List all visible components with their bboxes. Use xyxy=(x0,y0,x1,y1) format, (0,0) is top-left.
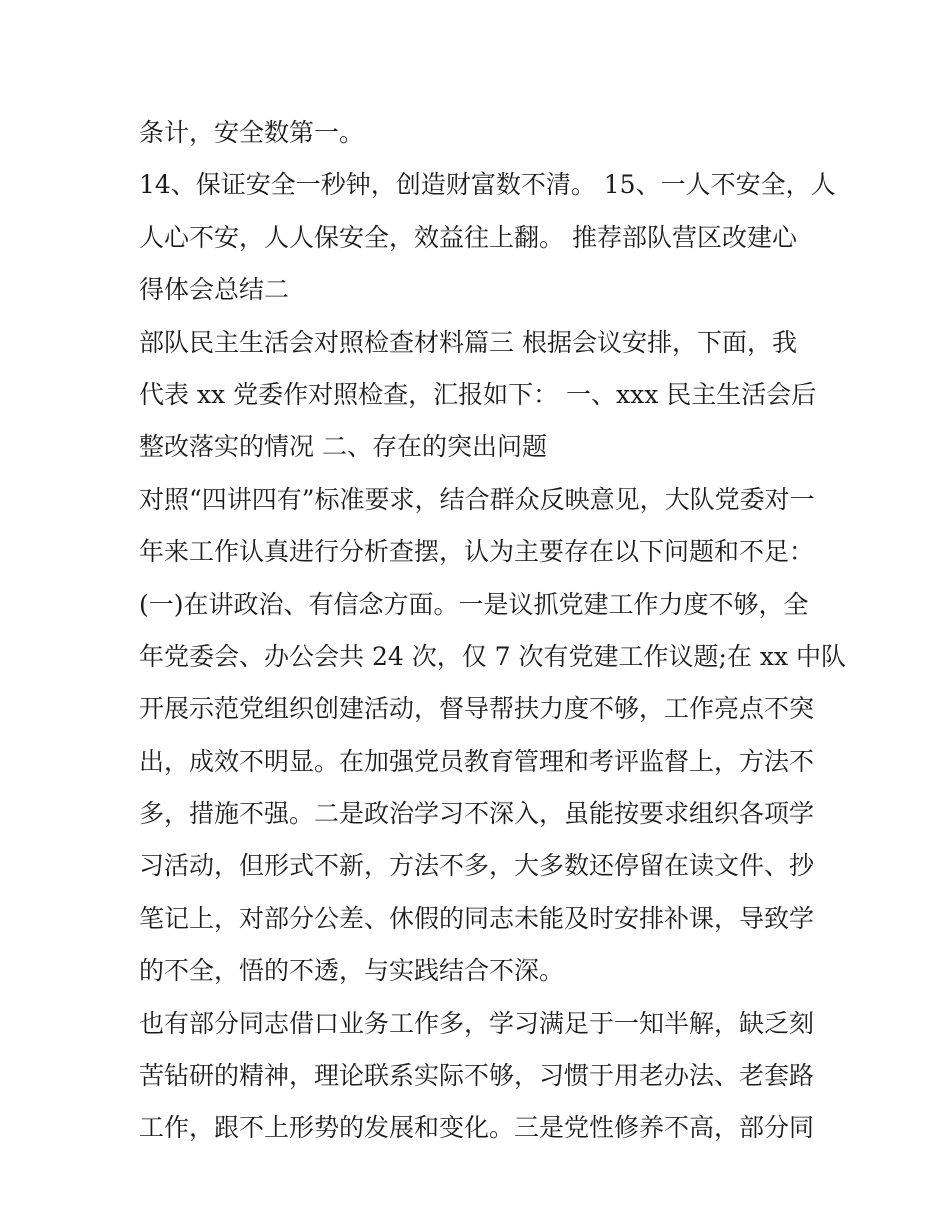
text-line: 习活动，但形式不新，方法不多，大多数还停留在读文件、抄 xyxy=(139,851,815,881)
text-line: 工作，跟不上形势的发展和变化。三是党性修养不高，部分同 xyxy=(139,1113,815,1143)
text-line: 的不全，悟的不透，与实践结合不深。 xyxy=(139,956,565,986)
text-line: 苦钻研的精神，理论联系实际不够，习惯于用老办法、老套路 xyxy=(139,1061,815,1091)
text-line: (一)在讲政治、有信念方面。一是议抓党建工作力度不够，全 xyxy=(139,589,809,619)
document-body xyxy=(139,107,847,1155)
text-line: 笔记上，对部分公差、休假的同志未能及时安排补课，导致学 xyxy=(139,903,815,933)
text-line: 条计，安全数第一。 xyxy=(139,118,365,147)
text-line: 年来工作认真进行分析查摆，认为主要存在以下问题和不足： xyxy=(139,537,815,567)
text-line: 人心不安，人人保安全，效益往上翻。 推荐部队营区改建心 xyxy=(139,222,797,252)
text-line: 得体会总结二 xyxy=(139,275,290,305)
text-line: 14、保证安全一秒钟，创造财富数不清。 15、一人不安全，人 xyxy=(139,170,836,200)
text-line: 整改落实的情况 二、存在的突出问题 xyxy=(139,432,547,462)
text-line: 多，措施不强。二是政治学习不深入，虽能按要求组织各项学 xyxy=(139,799,815,829)
text-line: 年党委会、办公会共 24 次，仅 7 次有党建工作议题;在 xx 中队 xyxy=(139,641,847,671)
text-line: 代表 xx 党委作对照检查，汇报如下： 一、xxx 民主生活会后 xyxy=(139,379,817,409)
text-line: 部队民主生活会对照检查材料篇三 根据会议安排，下面，我 xyxy=(139,327,797,357)
text-line: 开展示范党组织创建活动，督导帮扶力度不够，工作亮点不突 xyxy=(139,694,815,724)
text-line: 也有部分同志借口业务工作多，学习满足于一知半解，缺乏刻 xyxy=(139,1008,815,1038)
text-line: 对照“四讲四有”标准要求，结合群众反映意见，大队党委对一 xyxy=(139,484,815,514)
text-line: 出，成效不明显。在加强党员教育管理和考评监督上，方法不 xyxy=(139,746,815,776)
